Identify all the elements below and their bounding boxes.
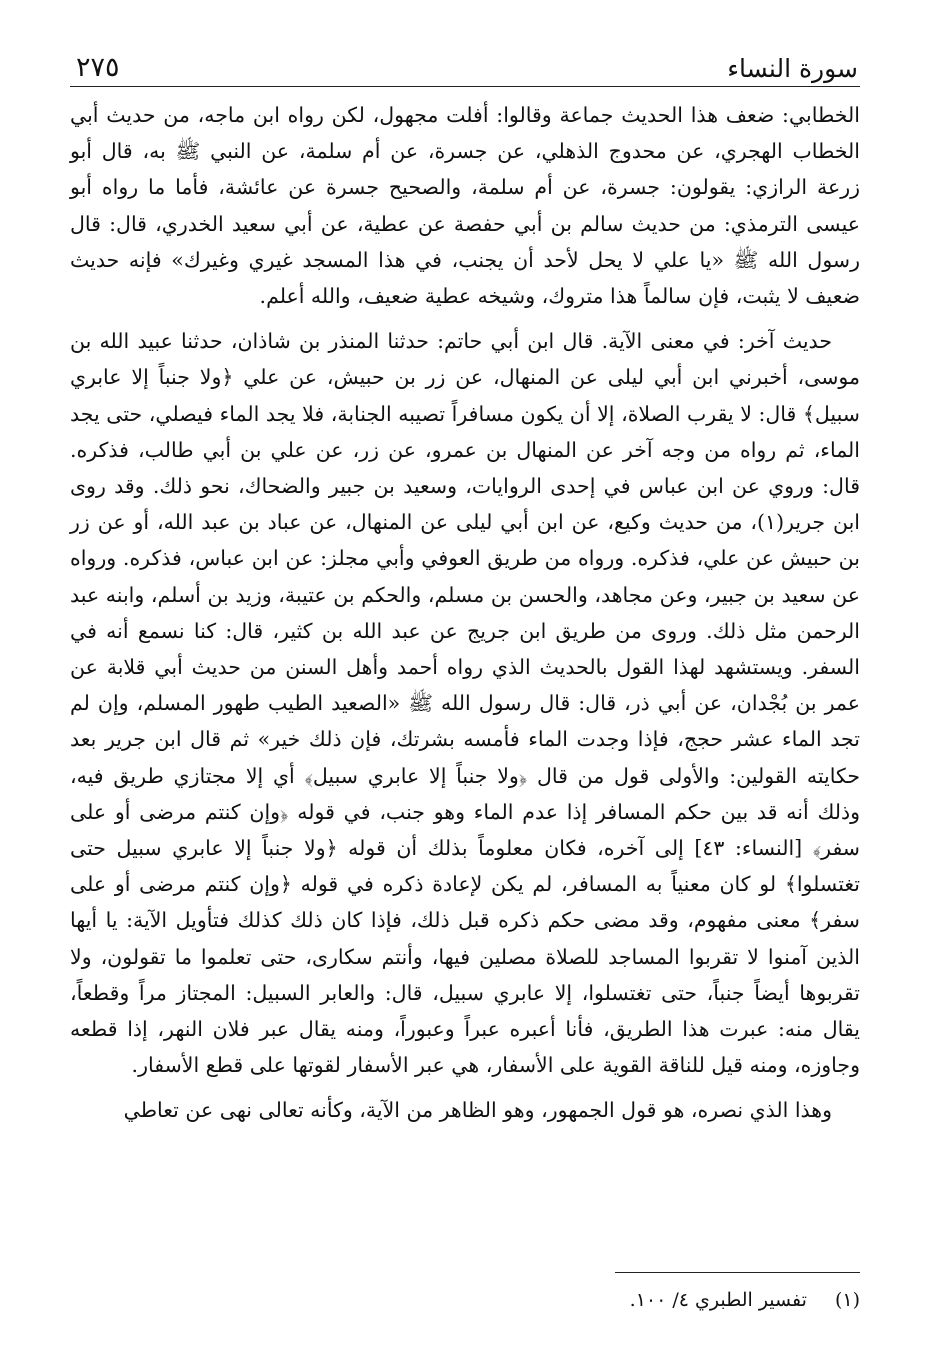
paragraph-2: حديث آخر: في معنى الآية. قال ابن أبي حاتم: حدثنا المنذر بن شاذان، حدثنا عبيد الله بن موسى، أخبرني ابن أبي ليلى عن المنهال، عن زر بن حبيش، عن علي ﴿ولا جنباً إلا عابري سبيل﴾ قال: لا يقرب الصلاة، إلا أن يكون مسافراً تصيبه الجنابة، فلا يجد الماء فيصلي، حتى يجد الماء، ثم رواه من وجه آخر عن المنهال بن عمرو، عن زر، عن علي بن أبي طالب، فذكره. قال: وروي عن ابن عباس في إحدى الروايات، وسعيد بن جبير والضحاك، نحو ذلك. وقد روى ابن جرير(١)، من حديث وكيع، عن ابن أبي ليلى عن المنهال، عن عباد بن عبد الله، أو عن زر بن حبيش عن علي، فذكره. ورواه من طريق العوفي وأبي مجلز: عن ابن عباس، فذكره. ورواه عن سعيد بن جبير، وعن مجاهد، والحسن بن مسلم، والحكم بن عتيبة، وزيد بن أسلم، وابنه عبد الرحمن مثل ذلك. وروى من طريق ابن جريج عن عبد الله بن كثير، قال: كنا نسمع أنه في السفر. ويستشهد لهذا القول بالحديث الذي رواه أحمد وأهل السنن من حديث أبي قلابة عن عمر بن بُجْدان، عن أبي ذر، قال: قال رسول الله ﷺ «الصعيد الطيب طهور المسلم، وإن لم تجد الماء عشر حجج، فإذا وجدت الماء فأمسه بشرتك، فإن ذلك خير» ثم قال ابن جرير بعد حكايته القولين: والأولى قول من قال ﴿ولا جنباً إلا عابري سبيل﴾ أي إلا مجتازي طريق فيه، وذلك أنه قد بين حكم المسافر إذا عدم الماء وهو جنب، في قوله ﴿وإن كنتم مرضى أو على سفر﴾ [النساء: ٤٣] إلى آخره، فكان معلوماً بذلك أن قوله ﴿ولا جنباً إلا عابري سبيل حتى تغتسلوا﴾ لو كان معنياً به المسافر، لم يكن لإعادة ذكره في قوله ﴿وإن كنتم مرضى أو على سفر﴾ معنى مفهوم، وقد مضى حكم ذكره قبل ذلك، فإذا كان ذلك كذلك فتأويل الآية: يا أيها الذين آمنوا لا تقربوا المساجد للصلاة مصلين فيها، وأنتم سكارى، حتى تعلموا ما تقولون، ولا تقربوها أيضاً جنباً، حتى تغتسلوا، إلا عابري سبيل، قال: والعابر السبيل: المجتاز مراً وقطعاً، يقال منه: عبرت هذا الطريق، فأنا أعبره عبراً وعبوراً، ومنه يقال عبر فلان النهر، إذا قطعه وجاوزه، ومنه قيل للناقة القوية على الأسفار، هي عبر الأسفار لقوتها على قطع الأسفار. (70, 329, 860, 1078)
paragraph-3: وهذا الذي نصره، هو قول الجمهور، وهو الظاهر من الآية، وكأنه تعالى نهى عن تعاطي (123, 1098, 832, 1123)
running-title: سورة النساء (727, 54, 858, 83)
footnote-text: تفسير الطبري ٤/ ١٠٠. (629, 1289, 807, 1311)
paragraph-1: الخطابي: ضعف هذا الحديث جماعة وقالوا: أفلت مجهول، لكن رواه ابن ماجه، من حديث أبي الخطاب الهجري، عن محدوج الذهلي، عن جسرة، عن أم سلمة، عن النبي ﷺ به، قال أبو زرعة الرازي: يقولون: جسرة، عن أم سلمة، والصحيح جسرة عن عائشة، فأما ما رواه أبو عيسى الترمذي: من حديث سالم بن أبي حفصة عن عطية، عن أبي سعيد الخدري، قال: قال رسول الله ﷺ «يا علي لا يحل لأحد أن يجنب، في هذا المسجد غيري وغيرك» فإنه حديث ضعيف لا يثبت، فإن سالماً هذا متروك، وشيخه عطية ضعيف، والله أعلم. (70, 103, 860, 309)
page-number: ٢٧٥ (76, 52, 120, 83)
book-page (70, 50, 860, 1350)
footnote (630, 1286, 860, 1314)
page-header (70, 50, 860, 87)
footnote-marker: (١) (834, 1289, 860, 1311)
footnote-divider (615, 1272, 860, 1273)
body-text (70, 97, 860, 1129)
